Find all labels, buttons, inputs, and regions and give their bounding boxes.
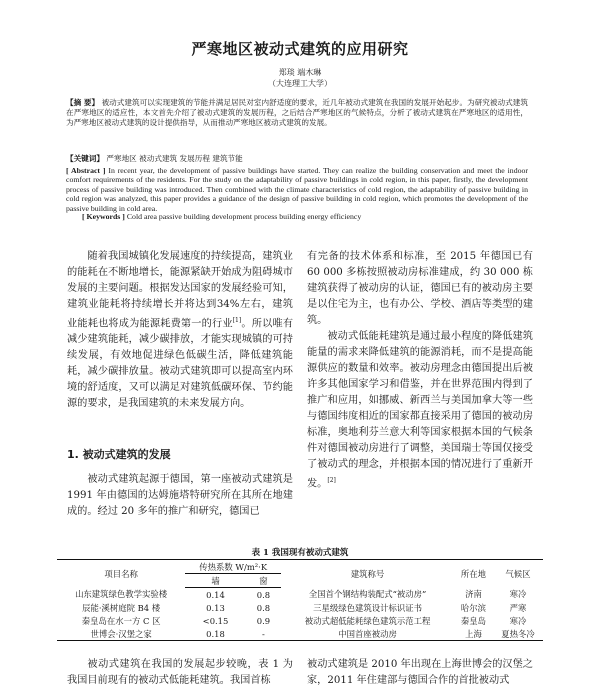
header-coeff: 传热系数 W/m²·K	[185, 560, 281, 574]
body-paragraph: 随着我国城镇化发展速度的持续提高，建筑业的能耗在不断地增长，能源紧缺开始成为阻碍城市发展的主要问题。根据发达国家的发展经验可知，建筑业能耗将持续增长并将达到34%左右，建筑业能耗也将成为能源耗费第一的行业[1]。所以唯有减少建筑能耗，减少碳排放，才能实现城镇的可持续发展，有效地促进绿色低碳生活，降低建筑能耗，减少碳排放量。被动式建筑即可以提高室内环境的舒适度，又可以满足对建筑低碳环保、节约能源的要求，是我国建筑的未来发展方向。	[67, 251, 294, 410]
header-climate: 气候区	[493, 560, 543, 588]
keywords-en-text: Cold area passive building development process building energy efficiency	[126, 212, 362, 221]
keywords-zh	[66, 154, 528, 164]
body-paragraph: 有完备的技术体系和标准，至 2015 年德国已有 60 000 多栋按照被动房标准建成，约 30 000 栋建筑获得了被动房的认证，德国已有的被动房主要是以住宅为主，也有办公、学校、酒店等类型的建筑。	[307, 251, 533, 326]
body-paragraph: 被动式建筑是 2010 年出现在上海世博会的汉堡之家，2011 年住建部与德国合作的首批被动式	[307, 659, 533, 686]
table-row: 辰能·溪树庭院 B4 楼 0.13 0.8 三星级绿色建筑设计标识证书 哈尔滨 严寒	[82, 602, 527, 613]
body-paragraph: 被动式建筑起源于德国，第一座被动式建筑是 1991 年由德国的达姆施塔特研究所在其所在地建成的。经过 20 多年的推广和研究，德国已	[67, 474, 293, 517]
table-row: 秦皇岛在水一方 C 区 <0.15 0.9 被动式超低能耗绿色建筑示范工程 秦皇岛 寒冷	[81, 615, 527, 626]
body-bottom-left	[67, 657, 293, 689]
body-paragraph: 被动式低能耗建筑是通过最小程度的降低建筑能量的需求来降低建筑的能源消耗，而不是提高能源供应的数量和效率。被动房理念由德国提出后被许多其他国家学习和借鉴，并在世界范围内得到了推广和应用，如挪威、新西兰与美国加拿大等一些与德国纬度相近的国家都直接采用了德国的被动房标准，奥地利芬兰意大利等国家根据本国的气候条件对德国被动房进行了调整，美国瑞士等国仅接受了被动式的理念，并根据本国的情况进行了重新开发。[2]	[307, 331, 533, 490]
table-row: 山东建筑绿色教学实验楼 0.14 0.8 全国首个钢结构装配式“被动房” 济南 寒冷	[75, 589, 527, 600]
section-heading: 1. 被动式建筑的发展	[67, 448, 171, 461]
affiliation: （大连理工大学）	[268, 79, 332, 88]
keywords-en	[82, 212, 528, 221]
header-project: 项目名称	[57, 560, 185, 588]
keywords-en-label: [ Keywords ]	[82, 212, 125, 221]
authors: 郑琰 端木琳	[278, 68, 322, 77]
body-right-column-2	[307, 329, 533, 492]
header-wall: 墙	[185, 574, 245, 588]
header-location: 所在地	[454, 560, 493, 588]
abstract-en-label: [ Abstract ]	[66, 166, 106, 175]
citation: [1]	[232, 317, 242, 324]
body-left-column	[67, 249, 293, 412]
keywords-zh-label: 【关键词】	[66, 154, 104, 163]
body-right-column	[307, 249, 533, 329]
header-window: 窗	[246, 574, 281, 588]
buildings-table	[57, 559, 543, 641]
header-title-name: 建筑称号	[281, 560, 454, 588]
abstract-zh-text: 被动式建筑可以实现建筑的节能并满足居民对室内舒适度的要求，近几年被动式建筑在我国的发展开始起步。为研究被动式建筑在严寒地区的适应性，本文首先介绍了被动式建筑的发展历程，之后结合严寒地区的气候特点，分析了被动式建筑在严寒地区的适用性，为严寒地区被动式建筑的设计提供指导，从而推动严寒地区被动式建筑的发展。	[66, 98, 528, 128]
body-bottom-right	[307, 657, 533, 689]
body-paragraph: 被动式建筑在我国的发展起步较晚，表 1 为我国目前现有的被动式低能耗建筑。我国首栋	[67, 659, 293, 686]
citation: [2]	[327, 477, 336, 484]
abstract-en	[66, 166, 528, 213]
table-caption: 表 1 我国现有被动式建筑	[251, 548, 349, 558]
table-row: 世博会·汉堡之家 0.18 - 中国首座被动房 上海 夏热冬冷	[57, 627, 543, 641]
abstract-en-text: In recent year, the development of passive buildings have started. They can realize the building conservation and meet the indoor comfort requirements of the residents. For the study on the adaptability of passive buildings in cold region, in this paper, firstly, the development process of passive building was introduced. Then combined with the climate characteristics of cold region, the adaptability of passive building in cold region was analyzed, this paper provides a guidance of the design of passive building in cold region, which promotes the development of the passive building in cold area.	[66, 166, 528, 213]
abstract-zh-label: 【摘 要】	[66, 98, 100, 107]
abstract-zh	[66, 98, 528, 129]
body-left-column-2	[67, 472, 293, 520]
keywords-zh-text: 严寒地区 被动式建筑 发展历程 建筑节能	[106, 154, 243, 163]
paper-title: 严寒地区被动式建筑的应用研究	[191, 40, 409, 58]
